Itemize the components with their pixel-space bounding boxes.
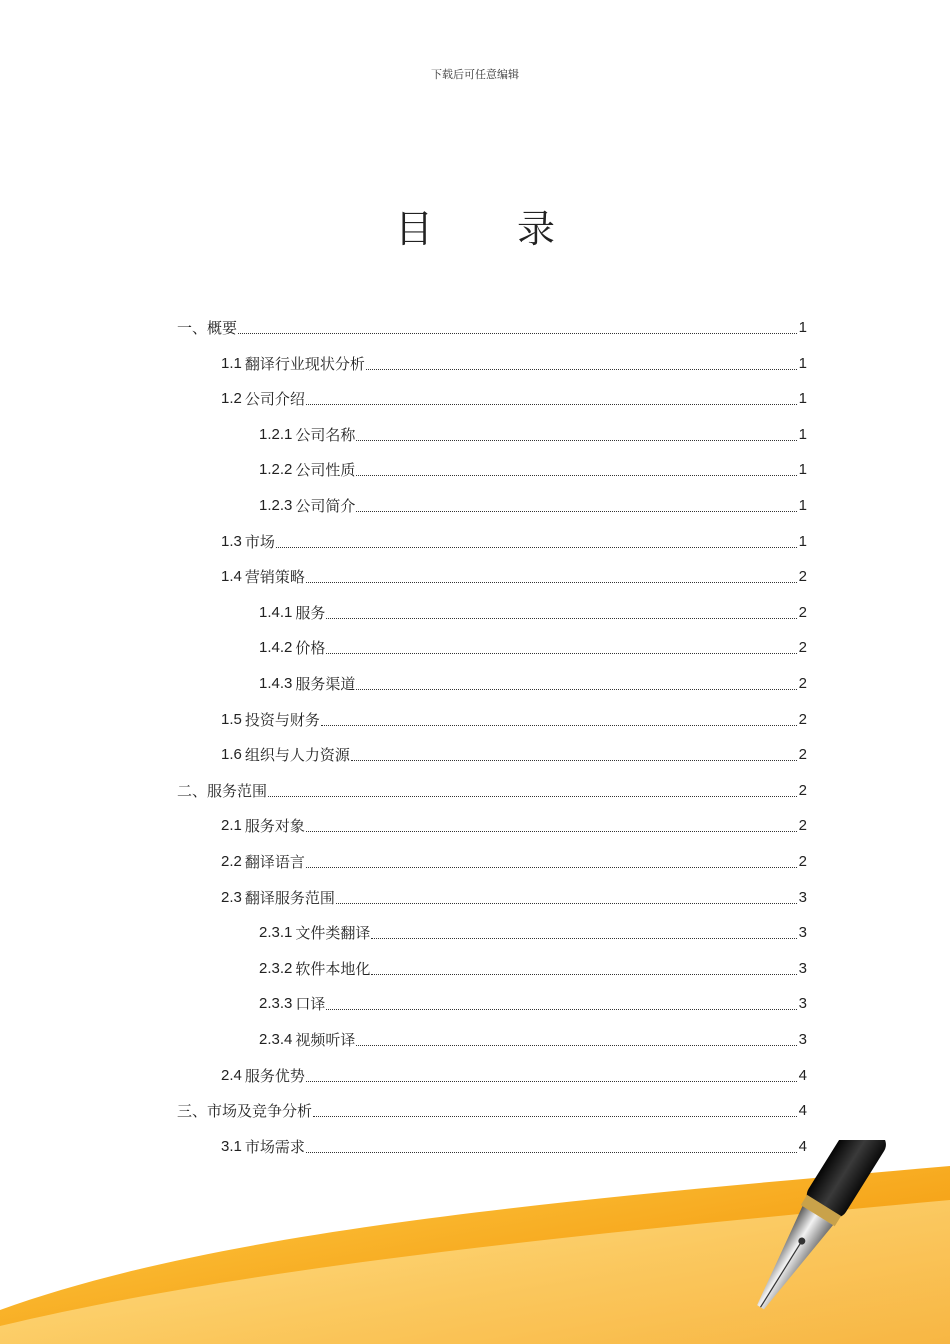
toc-title: 目 录 [394, 207, 592, 251]
toc-entry-number: 1.4.3 [259, 675, 293, 692]
toc-entry-number: 2.3.2 [259, 959, 293, 977]
toc-entry-title: 口译 [295, 995, 326, 1014]
toc-entry[interactable] [221, 385, 807, 409]
toc-dot-leader [306, 1081, 797, 1082]
toc-entry-title: 软件本地化 [295, 959, 371, 978]
toc-entry-title: 文件类翻译 [295, 924, 371, 943]
toc-entry-title: 一、概要 [177, 319, 238, 337]
toc-dot-leader [356, 440, 796, 441]
toc-entry-number: 1.6 [221, 746, 242, 764]
toc-page-number: 2 [798, 781, 807, 799]
toc-dot-leader [366, 369, 797, 370]
toc-dot-leader [326, 618, 796, 619]
toc-dot-leader [306, 582, 797, 583]
toc-entry[interactable] [221, 884, 807, 908]
toc-entry-title: 服务对象 [244, 817, 305, 836]
toc-dot-leader [326, 1009, 796, 1010]
toc-entry-number: 1.2 [221, 390, 242, 408]
toc-entry-title: 翻译语言 [244, 853, 305, 871]
toc-entry-title: 公司简介 [295, 497, 356, 515]
toc-entry-title: 视频听译 [295, 1031, 356, 1049]
toc-entry-title: 公司性质 [295, 461, 356, 480]
corner-decoration [0, 1140, 950, 1344]
toc-page-number: 2 [798, 603, 807, 621]
toc-entry-title: 服务优势 [244, 1066, 305, 1085]
toc-dot-leader [356, 475, 796, 476]
toc-entry-number: 1.4.2 [259, 639, 293, 657]
toc-entry-number: 1.2.2 [259, 461, 293, 479]
toc-entry-title: 翻译行业现状分析 [244, 354, 365, 373]
toc-page-number: 2 [798, 817, 807, 835]
toc-page-number: 2 [798, 568, 807, 586]
toc-dot-leader [326, 653, 796, 654]
toc-entry-title: 市场 [244, 532, 275, 551]
toc-dot-leader [276, 547, 797, 548]
toc-entry[interactable] [221, 563, 807, 587]
toc-page-number: 1 [798, 497, 807, 514]
toc-page-number: 3 [798, 888, 807, 906]
toc-entry[interactable] [259, 421, 807, 445]
toc-dot-leader [356, 689, 796, 690]
toc-entry-title: 价格 [295, 639, 326, 658]
toc-page-number: 3 [798, 1031, 807, 1048]
toc-page-number: 2 [798, 853, 807, 870]
toc-dot-leader [371, 938, 796, 939]
toc-entry-title: 投资与财务 [244, 710, 320, 729]
toc-entry[interactable] [259, 670, 807, 694]
toc-entry-title: 服务 [295, 603, 326, 622]
toc-entry-number: 2.2 [221, 853, 242, 870]
toc-entry[interactable] [259, 492, 807, 516]
toc-entry[interactable] [259, 955, 807, 979]
toc-dot-leader [313, 1116, 797, 1117]
toc-entry[interactable] [221, 848, 807, 872]
toc-page-number: 1 [798, 354, 807, 372]
toc-entry-number: 2.3.3 [259, 995, 293, 1013]
toc-dot-leader [356, 511, 796, 512]
toc-page-number: 3 [798, 959, 807, 977]
toc-entry[interactable] [177, 777, 807, 801]
toc-entry-title: 公司名称 [295, 425, 356, 444]
toc-entry-number: 1.1 [221, 354, 242, 372]
toc-page-number: 2 [798, 746, 807, 764]
toc-entry[interactable] [177, 1097, 807, 1121]
toc-entry-title: 市场需求 [244, 1137, 305, 1156]
toc-dot-leader [268, 796, 797, 797]
toc-entry-title: 翻译服务范围 [244, 888, 335, 907]
toc-page-number: 2 [798, 710, 807, 728]
toc-dot-leader [306, 831, 797, 832]
toc-entry-number: 2.1 [221, 817, 242, 835]
toc-page-number: 4 [798, 1102, 807, 1120]
toc-entry-title: 营销策略 [244, 568, 305, 587]
toc-dot-leader [336, 903, 797, 904]
toc-entry-number: 1.5 [221, 710, 242, 728]
toc-entry[interactable] [259, 990, 807, 1014]
toc-entry[interactable] [177, 314, 807, 338]
toc-entry-title: 公司介绍 [244, 390, 305, 409]
toc-entry-number: 2.3.4 [259, 1031, 293, 1048]
toc-entry-number: 1.2.1 [259, 425, 293, 443]
toc-entry[interactable] [221, 350, 807, 374]
toc-page-number: 1 [798, 390, 807, 408]
toc-page-number: 2 [798, 675, 807, 692]
toc-entry[interactable] [221, 528, 807, 552]
toc-entry[interactable] [259, 919, 807, 943]
toc-entry-number: 1.4.1 [259, 603, 293, 621]
toc-entry[interactable] [259, 456, 807, 480]
toc-dot-leader [321, 725, 797, 726]
toc-entry-number: 2.3.1 [259, 924, 293, 942]
toc-page-number: 4 [798, 1066, 807, 1084]
toc-page-number: 1 [798, 319, 807, 336]
toc-entry-number: 2.4 [221, 1066, 242, 1084]
toc-entry-title: 三、市场及竞争分析 [177, 1102, 313, 1121]
toc-dot-leader [306, 867, 797, 868]
toc-entry[interactable] [259, 1026, 807, 1050]
toc-dot-leader [238, 333, 797, 334]
page-header: 下载后可任意编辑 [431, 68, 519, 81]
toc-entry[interactable] [259, 599, 807, 623]
toc-page-number: 3 [798, 995, 807, 1013]
toc-page-number: 4 [798, 1137, 807, 1155]
toc-dot-leader [351, 760, 797, 761]
toc-page-number: 1 [798, 461, 807, 479]
toc-entry[interactable] [221, 741, 807, 765]
toc-dot-leader [306, 404, 797, 405]
toc-page-number: 1 [798, 532, 807, 550]
toc-dot-leader [371, 974, 796, 975]
toc-entry[interactable] [221, 812, 807, 836]
toc-page-number: 1 [798, 425, 807, 443]
toc-dot-leader [356, 1045, 796, 1046]
toc-entry-number: 1.2.3 [259, 497, 293, 514]
toc-entry-number: 3.1 [221, 1137, 242, 1155]
toc-page-number: 2 [798, 639, 807, 657]
toc-page-number: 3 [798, 924, 807, 942]
toc-entry[interactable] [221, 1062, 807, 1086]
toc-entry-title: 二、服务范围 [177, 781, 268, 800]
toc-entry-title: 服务渠道 [295, 675, 356, 693]
toc-entry-number: 1.3 [221, 532, 242, 550]
toc-entry-title: 组织与人力资源 [244, 746, 350, 765]
toc-entry[interactable] [259, 634, 807, 658]
toc-entry[interactable] [221, 706, 807, 730]
toc-entry-number: 2.3 [221, 888, 242, 906]
toc-entry-number: 1.4 [221, 568, 242, 586]
